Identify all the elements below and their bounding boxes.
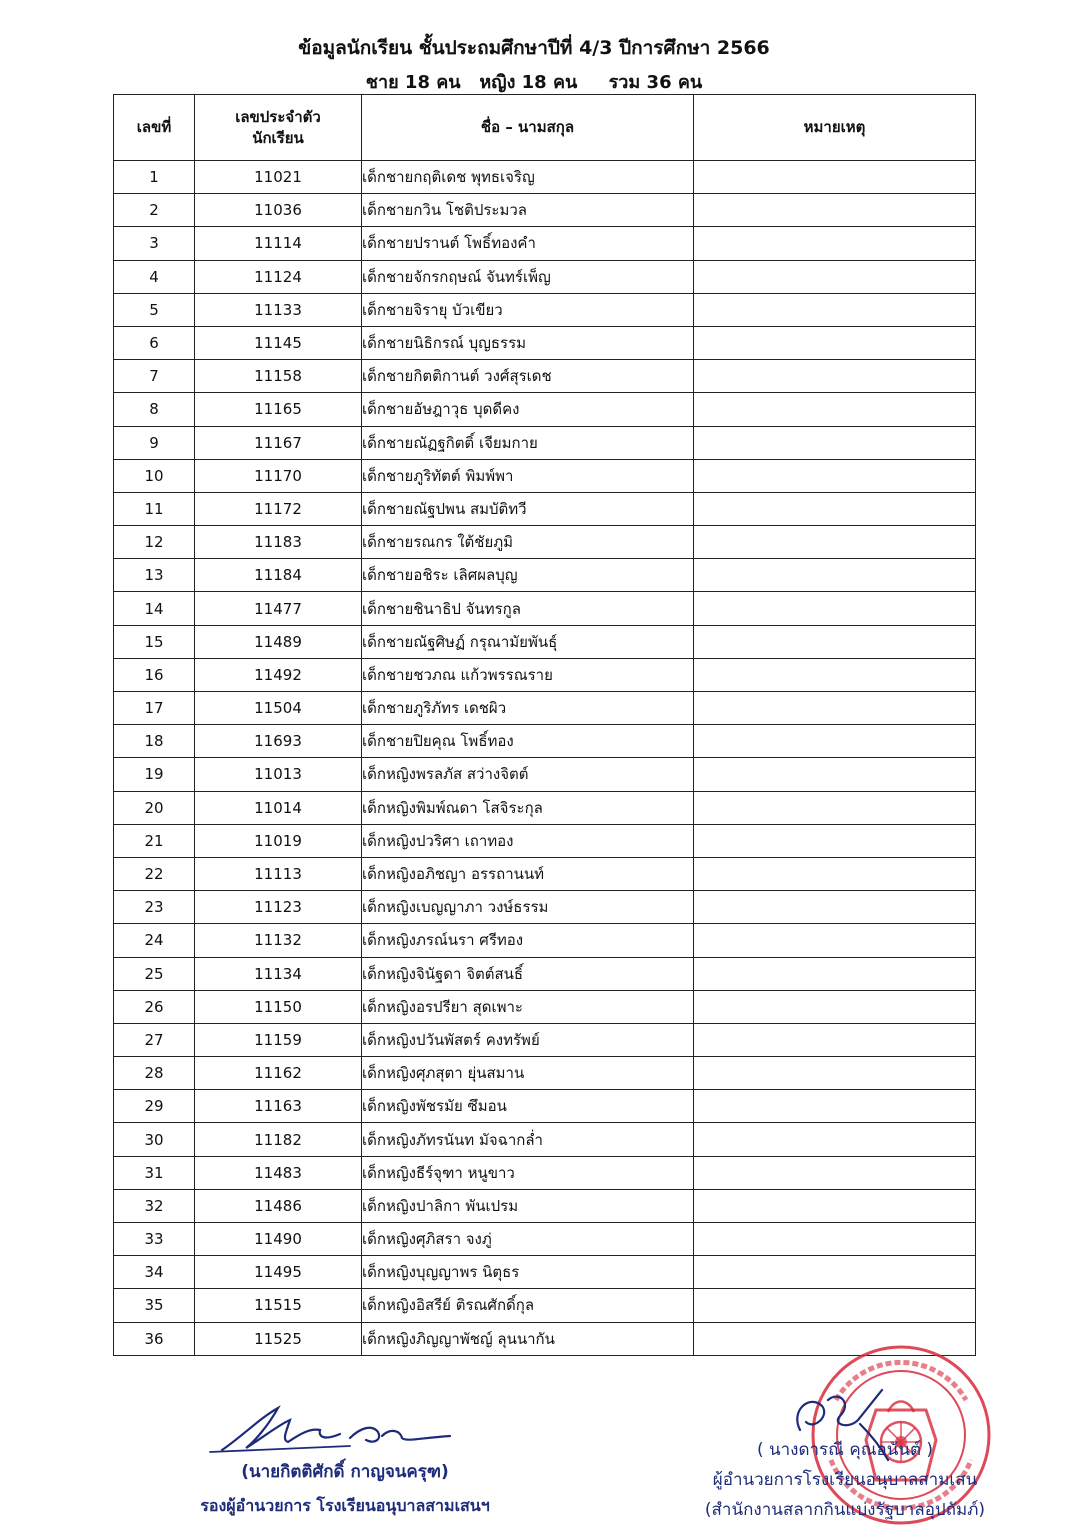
student-roster-table [113, 94, 976, 1356]
director-name: ( นางดารณี คุณอนันต์ ) [756, 1440, 934, 1460]
row-student-name: เด็กชายณัฐศิษฏ์ กรุณามัยพันธุ์ [362, 625, 694, 658]
table-row [114, 957, 976, 990]
table-row [114, 990, 976, 1023]
row-student-id: 11019 [195, 824, 362, 857]
row-remark [694, 758, 976, 791]
row-number: 32 [114, 1189, 195, 1222]
table-row [114, 426, 976, 459]
row-number: 3 [114, 227, 195, 260]
row-student-id: 11113 [195, 857, 362, 890]
row-student-name: เด็กหญิงพรลภัส สว่างจิตต์ [362, 758, 694, 791]
row-student-id: 11114 [195, 227, 362, 260]
row-number: 35 [114, 1289, 195, 1322]
row-student-id: 11123 [195, 891, 362, 924]
table-row [114, 1090, 976, 1123]
table-row [114, 1123, 976, 1156]
table-row [114, 1256, 976, 1289]
table-row [114, 1057, 976, 1090]
row-remark [694, 1289, 976, 1322]
header-student-id-line1: เลขประจำตัว [235, 107, 321, 126]
row-student-id: 11133 [195, 293, 362, 326]
table-header-row [114, 95, 976, 161]
row-number: 4 [114, 260, 195, 293]
row-number: 23 [114, 891, 195, 924]
row-student-id: 11132 [195, 924, 362, 957]
row-remark [694, 1057, 976, 1090]
row-student-name: เด็กหญิงปาลิกา พันเปรม [362, 1189, 694, 1222]
row-remark [694, 459, 976, 492]
row-number: 22 [114, 857, 195, 890]
row-student-id: 11145 [195, 326, 362, 359]
header-student-id [195, 95, 362, 161]
row-number: 29 [114, 1090, 195, 1123]
row-student-name: เด็กชายรณกร ใต้ชัยภูมิ [362, 526, 694, 559]
row-number: 15 [114, 625, 195, 658]
row-student-id: 11489 [195, 625, 362, 658]
row-student-name: เด็กชายนิธิกรณ์ บุญธรรม [362, 326, 694, 359]
row-remark [694, 260, 976, 293]
row-student-id: 11170 [195, 459, 362, 492]
header-number: เลขที่ [114, 95, 195, 161]
table-row [114, 161, 976, 194]
row-number: 19 [114, 758, 195, 791]
vice-director-title: รองผู้อำนวยการ โรงเรียนอนุบาลสามเสนฯ [200, 1496, 490, 1515]
row-student-id: 11036 [195, 194, 362, 227]
row-student-name: เด็กชายปรานต์ โพธิ์ทองคำ [362, 227, 694, 260]
row-student-name: เด็กหญิงภรณ์นรา ศรีทอง [362, 924, 694, 957]
row-student-name: เด็กชายกวิน โชติประมวล [362, 194, 694, 227]
row-remark [694, 658, 976, 691]
row-remark [694, 1189, 976, 1222]
director-signature-block [640, 1340, 1050, 1530]
row-number: 1 [114, 161, 195, 194]
row-student-name: เด็กหญิงปวริศา เถาทอง [362, 824, 694, 857]
row-number: 33 [114, 1223, 195, 1256]
row-number: 17 [114, 692, 195, 725]
row-student-name: เด็กหญิงปวันพัสตร์ คงทรัพย์ [362, 1023, 694, 1056]
row-remark [694, 1023, 976, 1056]
row-number: 7 [114, 360, 195, 393]
row-student-id: 11172 [195, 492, 362, 525]
table-row [114, 293, 976, 326]
row-number: 18 [114, 725, 195, 758]
row-student-name: เด็กชายภูริภัทร เดชผิว [362, 692, 694, 725]
row-student-name: เด็กหญิงศุภิสรา จงภู่ [362, 1223, 694, 1256]
row-remark [694, 1223, 976, 1256]
row-remark [694, 957, 976, 990]
row-number: 11 [114, 492, 195, 525]
row-number: 14 [114, 592, 195, 625]
table-row [114, 891, 976, 924]
row-number: 36 [114, 1322, 195, 1355]
header-name: ชื่อ – นามสกุล [362, 95, 694, 161]
table-row [114, 492, 976, 525]
row-student-name: เด็กหญิงพัชรมัย ซึมอน [362, 1090, 694, 1123]
row-student-name: เด็กชายจักรกฤษณ์ จันทร์เพ็ญ [362, 260, 694, 293]
director-title: ผู้อำนวยการโรงเรียนอนุบาลสามเสน [712, 1470, 978, 1490]
row-remark [694, 393, 976, 426]
table-row [114, 326, 976, 359]
row-student-id: 11162 [195, 1057, 362, 1090]
row-number: 16 [114, 658, 195, 691]
table-row [114, 791, 976, 824]
vice-director-name: (นายกิตติศักดิ์ กาญจนครุฑ) [241, 1462, 449, 1482]
row-student-name: เด็กหญิงจินัฐดา จิตต์สนธิ์ [362, 957, 694, 990]
row-remark [694, 227, 976, 260]
row-student-name: เด็กชายปิยคุณ โพธิ์ทอง [362, 725, 694, 758]
row-remark [694, 426, 976, 459]
table-row [114, 360, 976, 393]
row-student-name: เด็กชายภูริทัตต์ พิมพ์พา [362, 459, 694, 492]
table-row [114, 194, 976, 227]
row-student-id: 11134 [195, 957, 362, 990]
table-row [114, 824, 976, 857]
table-row [114, 857, 976, 890]
row-student-id: 11486 [195, 1189, 362, 1222]
row-remark [694, 526, 976, 559]
table-row [114, 625, 976, 658]
row-remark [694, 725, 976, 758]
row-remark [694, 1090, 976, 1123]
row-student-id: 11483 [195, 1156, 362, 1189]
row-student-name: เด็กชายชวภณ แก้วพรรณราย [362, 658, 694, 691]
row-remark [694, 891, 976, 924]
row-student-name: เด็กหญิงภัทรนันท มัจฉากล่ำ [362, 1123, 694, 1156]
row-student-id: 11163 [195, 1090, 362, 1123]
row-student-name: เด็กชายกฤติเดช พุทธเจริญ [362, 161, 694, 194]
row-student-id: 11504 [195, 692, 362, 725]
table-row [114, 692, 976, 725]
row-student-id: 11150 [195, 990, 362, 1023]
row-number: 25 [114, 957, 195, 990]
row-student-name: เด็กหญิงธีร์จุฑา หนูขาว [362, 1156, 694, 1189]
row-remark [694, 1256, 976, 1289]
row-remark [694, 592, 976, 625]
row-number: 31 [114, 1156, 195, 1189]
table-row [114, 1023, 976, 1056]
row-student-id: 11490 [195, 1223, 362, 1256]
row-student-id: 11183 [195, 526, 362, 559]
table-row [114, 393, 976, 426]
row-student-id: 11021 [195, 161, 362, 194]
row-student-name: เด็กชายอชิระ เลิศผลบุญ [362, 559, 694, 592]
row-number: 21 [114, 824, 195, 857]
document-title: ข้อมูลนักเรียน ชั้นประถมศึกษาปีที่ 4/3 ปีการศึกษา 2566 [298, 37, 770, 59]
row-student-id: 11158 [195, 360, 362, 393]
row-number: 8 [114, 393, 195, 426]
row-student-id: 11167 [195, 426, 362, 459]
row-student-name: เด็กหญิงอิสรีย์ ติรณศักดิ์กุล [362, 1289, 694, 1322]
row-remark [694, 924, 976, 957]
table-row [114, 526, 976, 559]
row-number: 24 [114, 924, 195, 957]
row-student-name: เด็กหญิงเบญญาภา วงษ์ธรรม [362, 891, 694, 924]
row-number: 30 [114, 1123, 195, 1156]
table-row [114, 227, 976, 260]
row-remark [694, 360, 976, 393]
roster-body [114, 161, 976, 1356]
table-row [114, 1156, 976, 1189]
table-row [114, 1223, 976, 1256]
row-number: 2 [114, 194, 195, 227]
row-student-id: 11013 [195, 758, 362, 791]
row-student-id: 11124 [195, 260, 362, 293]
row-student-id: 11184 [195, 559, 362, 592]
row-number: 12 [114, 526, 195, 559]
row-number: 5 [114, 293, 195, 326]
row-student-id: 11693 [195, 725, 362, 758]
table-row [114, 758, 976, 791]
row-remark [694, 492, 976, 525]
row-number: 13 [114, 559, 195, 592]
row-number: 20 [114, 791, 195, 824]
row-student-name: เด็กหญิงภิญญาพัชญ์ ลุนนากัน [362, 1322, 694, 1355]
row-remark [694, 990, 976, 1023]
row-student-id: 11525 [195, 1322, 362, 1355]
row-remark [694, 1123, 976, 1156]
row-student-id: 11159 [195, 1023, 362, 1056]
header-student-id-line2: นักเรียน [252, 128, 304, 147]
row-remark [694, 559, 976, 592]
row-student-name: เด็กหญิงพิมพ์ณดา โสจิระกุล [362, 791, 694, 824]
row-number: 27 [114, 1023, 195, 1056]
row-student-name: เด็กชายณัฏฐกิตติ์ เจียมกาย [362, 426, 694, 459]
row-student-name: เด็กหญิงอรปรียา สุดเพาะ [362, 990, 694, 1023]
table-row [114, 559, 976, 592]
handwritten-signature-left [150, 1398, 540, 1460]
table-row [114, 658, 976, 691]
row-number: 6 [114, 326, 195, 359]
table-row [114, 260, 976, 293]
row-student-id: 11492 [195, 658, 362, 691]
row-student-name: เด็กชายอัษฎาวุธ บุดดีคง [362, 393, 694, 426]
row-student-id: 11477 [195, 592, 362, 625]
row-student-name: เด็กหญิงบุญญาพร นิตุธร [362, 1256, 694, 1289]
class-summary: ชาย 18 คน หญิง 18 คน รวม 36 คน [365, 72, 703, 93]
row-remark [694, 791, 976, 824]
row-number: 10 [114, 459, 195, 492]
table-row [114, 459, 976, 492]
row-student-id: 11495 [195, 1256, 362, 1289]
row-remark [694, 293, 976, 326]
row-student-name: เด็กหญิงศุภสุตา ยุ่นสมาน [362, 1057, 694, 1090]
header-remarks: หมายเหตุ [694, 95, 976, 161]
row-number: 34 [114, 1256, 195, 1289]
row-student-name: เด็กหญิงอภิชญา อรรถานนท์ [362, 857, 694, 890]
row-student-name: เด็กชายจิรายุ บัวเขียว [362, 293, 694, 326]
row-student-name: เด็กชายกิตติกานต์ วงศ์สุรเดช [362, 360, 694, 393]
table-row [114, 1289, 976, 1322]
row-number: 9 [114, 426, 195, 459]
row-remark [694, 326, 976, 359]
row-number: 28 [114, 1057, 195, 1090]
vice-director-signature-block [150, 1398, 540, 1528]
row-student-name: เด็กชายณัฐปพน สมบัติทวี [362, 492, 694, 525]
row-remark [694, 194, 976, 227]
row-student-id: 11515 [195, 1289, 362, 1322]
director-organization: (สำนักงานสลากกินแบ่งรัฐบาลอุปถัมภ์) [704, 1500, 986, 1520]
table-row [114, 725, 976, 758]
row-remark [694, 857, 976, 890]
row-remark [694, 692, 976, 725]
row-student-id: 11182 [195, 1123, 362, 1156]
row-student-id: 11014 [195, 791, 362, 824]
row-remark [694, 824, 976, 857]
table-row [114, 592, 976, 625]
row-number: 26 [114, 990, 195, 1023]
row-student-name: เด็กชายชินาธิป จันทรกูล [362, 592, 694, 625]
row-remark [694, 161, 976, 194]
row-student-id: 11165 [195, 393, 362, 426]
row-remark [694, 1156, 976, 1189]
table-row [114, 1189, 976, 1222]
row-remark [694, 625, 976, 658]
table-row [114, 924, 976, 957]
